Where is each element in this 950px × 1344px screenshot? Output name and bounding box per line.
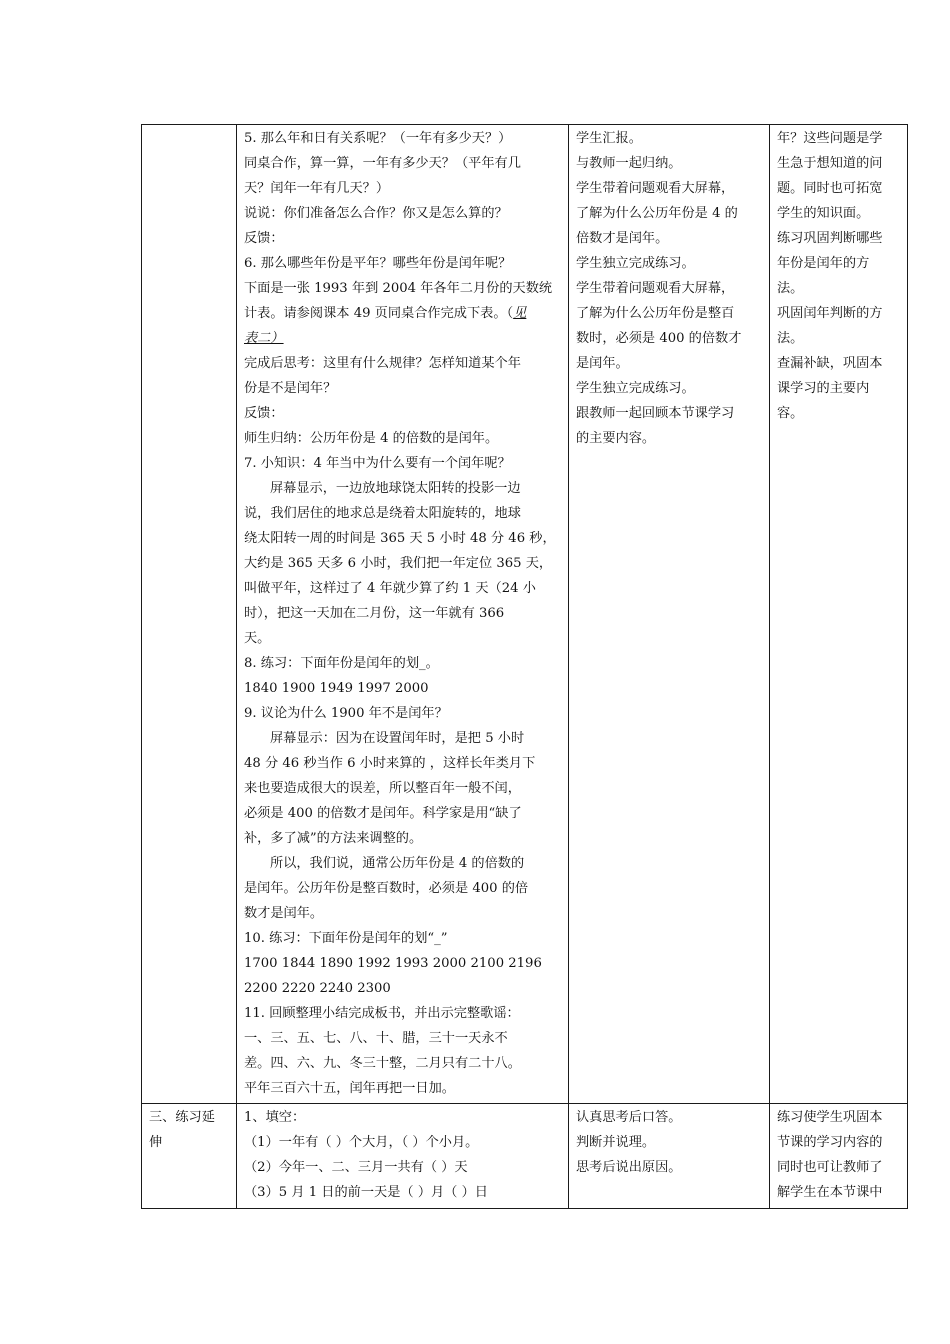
intent-line: 年份是闰年的方 bbox=[777, 256, 870, 271]
activity-line-text: 1700 1844 1890 1992 1993 2000 2100 2196 bbox=[244, 956, 542, 971]
activity-line-text: 下面是一张 1993 年到 2004 年各年二月份的天数统 bbox=[244, 281, 553, 296]
student-line: 学生带着问题观看大屏幕， bbox=[576, 181, 735, 196]
activity-line bbox=[244, 701, 561, 726]
activity-line-text: 必须是 400 的倍数才是闰年。科学家是用“缺了 bbox=[244, 806, 522, 821]
activity-line-text: 48 分 46 秒当作 6 小时来算的 ，这样长年类月下 bbox=[244, 756, 536, 771]
student-line: 的主要内容。 bbox=[576, 431, 656, 446]
activity-line-text: 1840 1900 1949 1997 2000 bbox=[244, 681, 429, 696]
activity-line bbox=[244, 326, 561, 351]
activity-line-text: 时），把这一天加在二月份，这一年就有 366 bbox=[244, 606, 505, 621]
intent-line: 生急于想知道的问 bbox=[777, 156, 883, 171]
activity-line-text: 2200 2220 2240 2300 bbox=[244, 981, 391, 996]
student-line: 数时，必须是 400 的倍数才 bbox=[576, 331, 742, 346]
activity-line bbox=[244, 626, 561, 651]
activity-line-text: 差。四、六、九、冬三十整，二月只有二十八。 bbox=[244, 1056, 521, 1071]
activity-line bbox=[244, 126, 561, 151]
intent-line: 练习巩固判断哪些 bbox=[777, 231, 883, 246]
intent-line: 容。 bbox=[777, 406, 804, 421]
activity-line: （3）5 月 1 日的前一天是（ ）月（ ）日 bbox=[244, 1185, 488, 1200]
intent-cell bbox=[770, 125, 908, 1104]
activity-line-text: 反馈： bbox=[244, 231, 284, 246]
intent-line: 法。 bbox=[777, 281, 804, 296]
activity-line: 1、填空： bbox=[244, 1110, 306, 1125]
activity-line bbox=[244, 976, 561, 1001]
activity-line-text: 8. 练习：下面年份是闰年的划_。 bbox=[244, 656, 439, 671]
activity-line-text: 计表。请参阅课本 49 页同桌合作完成下表。（ bbox=[244, 306, 514, 321]
student-line: 认真思考后口答。 bbox=[576, 1110, 682, 1125]
activity-line-text: 所以，我们说，通常公历年份是 4 的倍数的 bbox=[270, 856, 525, 871]
student-line: 倍数才是闰年。 bbox=[576, 231, 669, 246]
intent-line: 查漏补缺，巩固本 bbox=[777, 356, 883, 371]
activity-line bbox=[244, 151, 561, 176]
activity-line-text: 11. 回顾整理小结完成板书，并出示完整歌谣： bbox=[244, 1006, 520, 1021]
activity-line-text: 完成后思考：这里有什么规律？怎样知道某个年 bbox=[244, 356, 521, 371]
activity-line bbox=[244, 776, 561, 801]
student-line: 判断并说理。 bbox=[576, 1135, 656, 1150]
activity-line bbox=[244, 176, 561, 201]
activity-line bbox=[244, 801, 561, 826]
activity-line-text: 说说：你们准备怎么合作？你又是怎么算的？ bbox=[244, 206, 508, 221]
activity-line bbox=[244, 926, 561, 951]
activity-line bbox=[244, 501, 561, 526]
intent-line: 题。同时也可拓宽 bbox=[777, 181, 883, 196]
activity-line-text: 7. 小知识：4 年当中为什么要有一个闰年呢？ bbox=[244, 456, 511, 471]
stage-line: 伸 bbox=[149, 1135, 163, 1150]
activity-line-text: 补，多了减”的方法来调整的。 bbox=[244, 831, 423, 846]
activity-line bbox=[244, 601, 561, 626]
activity-line-text: 6. 那么哪些年份是平年？哪些年份是闰年呢？ bbox=[244, 256, 512, 271]
activity-line-text: 师生归纳：公历年份是 4 的倍数的是闰年。 bbox=[244, 431, 499, 446]
intent-line: 节课的学习内容的 bbox=[777, 1135, 883, 1150]
activity-line bbox=[244, 1026, 561, 1051]
stage-line: 三、练习延 bbox=[149, 1110, 215, 1125]
intent-line: 学生的知识面。 bbox=[777, 206, 870, 221]
activity-line: （1）一年有（ ）个大月，（ ）个小月。 bbox=[244, 1135, 479, 1150]
activity-line bbox=[244, 901, 561, 926]
stage-cell bbox=[142, 125, 237, 1104]
activity-line bbox=[244, 401, 561, 426]
activity-line bbox=[244, 226, 561, 251]
intent-line: 巩固闰年判断的方 bbox=[777, 306, 883, 321]
activity-line bbox=[244, 1076, 561, 1101]
table-reference: 见 bbox=[513, 306, 527, 321]
student-line: 是闰年。 bbox=[576, 356, 629, 371]
activity-line-text: 说，我们居住的地求总是绕着太阳旋转的，地球 bbox=[244, 506, 521, 521]
stage-cell bbox=[142, 1104, 237, 1209]
activity-line bbox=[244, 826, 561, 851]
table-row bbox=[142, 125, 908, 1104]
activity-line bbox=[244, 276, 561, 301]
activity-line-text: 天？闰年一年有几天？） bbox=[244, 181, 390, 196]
activity-line bbox=[244, 301, 561, 326]
activity-line bbox=[244, 251, 561, 276]
activity-line-text: 一、三、五、七、八、十、腊，三十一天永不 bbox=[244, 1031, 508, 1046]
activity-line bbox=[244, 351, 561, 376]
activity-line bbox=[244, 451, 561, 476]
activity-line-text: 屏幕显示：因为在设置闰年时，是把 5 小时 bbox=[270, 731, 525, 746]
student-line: 学生带着问题观看大屏幕， bbox=[576, 281, 735, 296]
activity-line-text: 大约是 365 天多 6 小时，我们把一年定位 365 天， bbox=[244, 556, 553, 571]
activity-line-text: 反馈： bbox=[244, 406, 284, 421]
table-reference: 表二） bbox=[244, 331, 284, 346]
student-cell bbox=[569, 125, 770, 1104]
activity-line bbox=[244, 876, 561, 901]
student-line: 了解为什么公历年份是 4 的 bbox=[576, 206, 738, 221]
lesson-plan-table bbox=[141, 124, 908, 1209]
activity-line bbox=[244, 651, 561, 676]
activity-line-text: 天。 bbox=[244, 631, 271, 646]
table-row bbox=[142, 1104, 908, 1209]
activity-line bbox=[244, 426, 561, 451]
activity-line-text: 平年三百六十五，闰年再把一日加。 bbox=[244, 1081, 455, 1096]
activity-line-text: 来也要造成很大的误差，所以整百年一般不闰， bbox=[244, 781, 521, 796]
student-line: 学生独立完成练习。 bbox=[576, 256, 695, 271]
activity-line bbox=[244, 526, 561, 551]
activity-line-text: 同桌合作，算一算，一年有多少天？（平年有几 bbox=[244, 156, 521, 171]
activity-line bbox=[244, 951, 561, 976]
intent-line: 练习使学生巩固本 bbox=[777, 1110, 883, 1125]
activity-line-text: 9. 议论为什么 1900 年不是闰年？ bbox=[244, 706, 448, 721]
activity-line bbox=[244, 376, 561, 401]
activity-line bbox=[244, 676, 561, 701]
activity-cell bbox=[237, 1104, 569, 1209]
activity-line bbox=[244, 751, 561, 776]
activity-line bbox=[244, 576, 561, 601]
activity-line bbox=[244, 851, 561, 876]
student-cell bbox=[569, 1104, 770, 1209]
activity-line-text: 份是不是闰年？ bbox=[244, 381, 337, 396]
student-line: 了解为什么公历年份是整百 bbox=[576, 306, 735, 321]
activity-line-text: 绕太阳转一周的时间是 365 天 5 小时 48 分 46 秒， bbox=[244, 531, 556, 546]
student-line: 学生汇报。 bbox=[576, 131, 642, 146]
activity-line: （2）今年一、二、三月一共有（ ）天 bbox=[244, 1160, 468, 1175]
activity-line bbox=[244, 201, 561, 226]
activity-line-text: 数才是闰年。 bbox=[244, 906, 324, 921]
activity-line-text: 叫做平年，这样过了 4 年就少算了约 1 天（24 小 bbox=[244, 581, 536, 596]
intent-line: 课学习的主要内 bbox=[777, 381, 870, 396]
activity-line-text: 10. 练习：下面年份是闰年的划“_” bbox=[244, 931, 448, 946]
activity-line bbox=[244, 551, 561, 576]
activity-line bbox=[244, 1001, 561, 1026]
intent-line: 同时也可让教师了 bbox=[777, 1160, 883, 1175]
intent-line: 法。 bbox=[777, 331, 804, 346]
activity-line bbox=[244, 1051, 561, 1076]
intent-line: 年？这些问题是学 bbox=[777, 131, 883, 146]
student-line: 思考后说出原因。 bbox=[576, 1160, 682, 1175]
activity-line-text: 是闰年。公历年份是整百数时，必须是 400 的倍 bbox=[244, 881, 529, 896]
activity-cell bbox=[237, 125, 569, 1104]
activity-line bbox=[244, 726, 561, 751]
intent-line: 解学生在本节课中 bbox=[777, 1185, 883, 1200]
student-line: 与教师一起归纳。 bbox=[576, 156, 682, 171]
activity-line bbox=[244, 476, 561, 501]
activity-line-text: 屏幕显示，一边放地球饶太阳转的投影一边 bbox=[270, 481, 521, 496]
student-line: 跟教师一起回顾本节课学习 bbox=[576, 406, 735, 421]
activity-line-text: 5. 那么年和日有关系呢？（一年有多少天？） bbox=[244, 131, 512, 146]
student-line: 学生独立完成练习。 bbox=[576, 381, 695, 396]
intent-cell bbox=[770, 1104, 908, 1209]
